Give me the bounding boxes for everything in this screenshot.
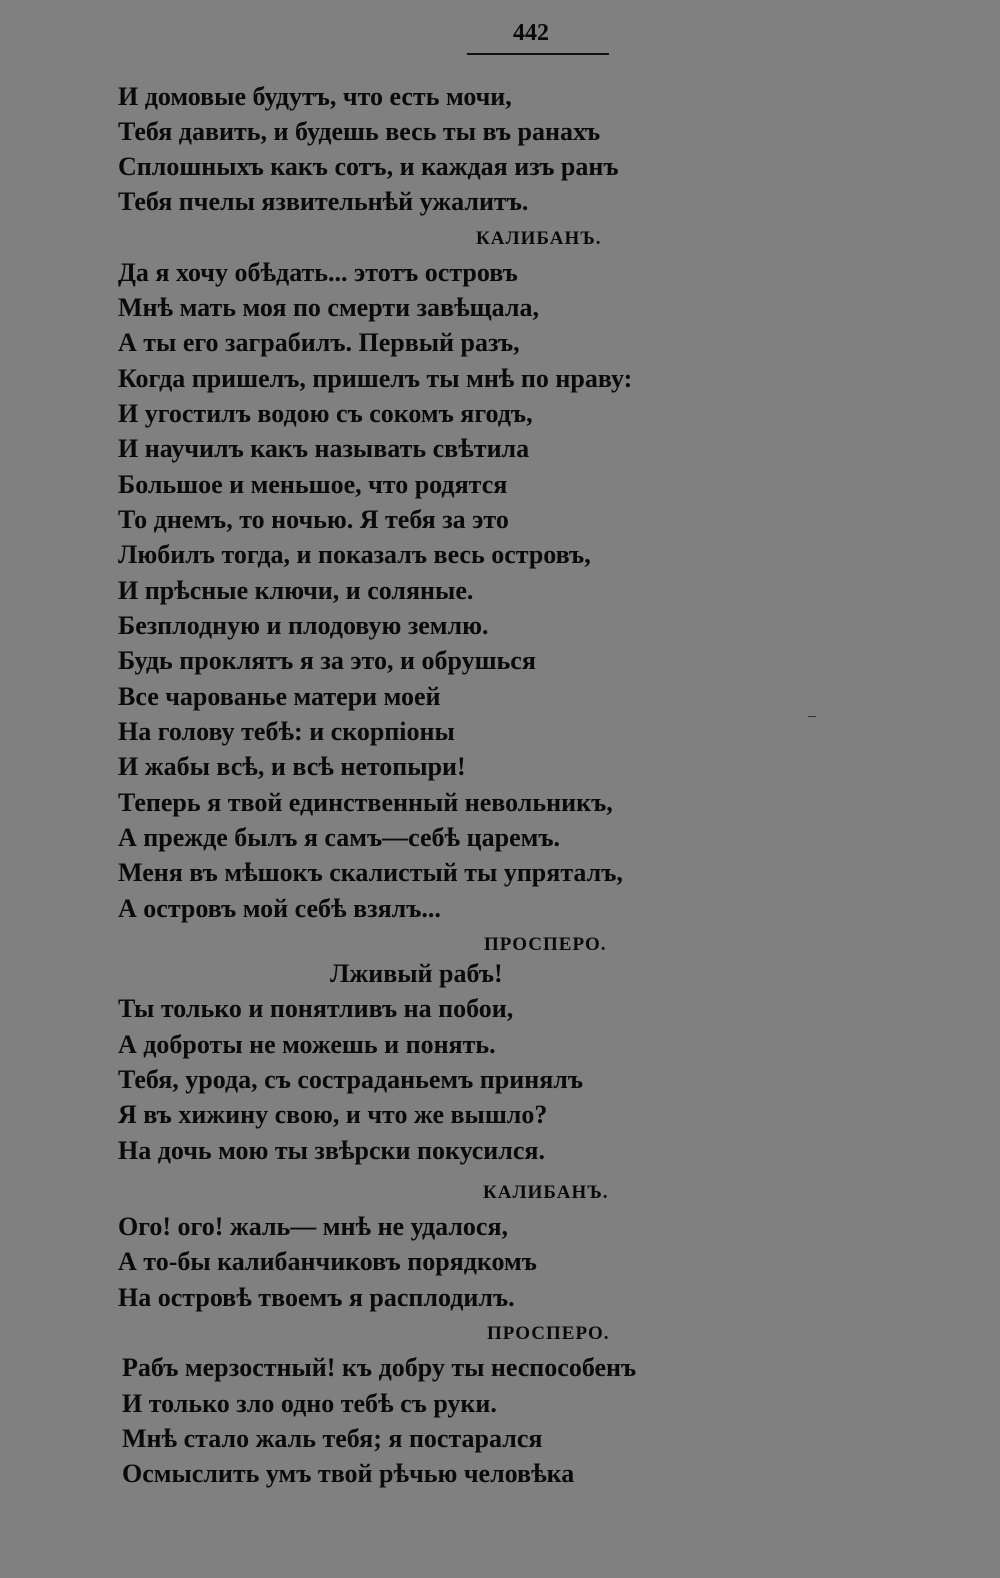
verse-line: На голову тебѣ: и скорпіоны [118, 717, 455, 746]
speaker-name: ПРОСПЕРО. [484, 934, 607, 955]
verse-line: Меня въ мѣшокъ скалистый ты упряталъ, [118, 858, 623, 887]
page-number: 442 [513, 20, 549, 46]
verse-line: Большое и меньшое, что родятся [118, 470, 508, 499]
verse-line: А прежде былъ я самъ—себѣ царемъ. [118, 823, 560, 852]
verse-line: Когда пришелъ, пришелъ ты мнѣ по нраву: [118, 364, 633, 393]
verse-line: Тебя давить, и будешь весь ты въ ранахъ [118, 117, 601, 146]
verse-line: Ого! ого! жаль— мнѣ не удалося, [118, 1212, 509, 1241]
verse-line: Я въ хижину свою, и что же вышло? [118, 1100, 548, 1129]
verse-line: Любилъ тогда, и показалъ весь островъ, [118, 540, 591, 569]
verse-line: А ты его заграбилъ. Первый разъ, [118, 328, 520, 357]
verse-line: Ты только и понятливъ на побои, [118, 994, 514, 1023]
verse-line: И угостилъ водою съ сокомъ ягодъ, [118, 399, 533, 428]
verse-line: И жабы всѣ, и всѣ нетопыри! [118, 752, 466, 781]
verse-line: Все чарованье матери моей [118, 682, 441, 711]
verse-line: Безплодную и плодовую землю. [118, 611, 489, 640]
verse-line: Рабъ мерзостный! къ добру ты неспособенъ [122, 1353, 637, 1382]
header-rule [467, 53, 609, 55]
verse-line: И прѣсные ключи, и соляные. [118, 576, 474, 605]
verse-line: И домовые будутъ, что есть мочи, [118, 82, 512, 111]
verse-line: И научилъ какъ называть свѣтила [118, 434, 530, 463]
speaker-name: КАЛИБАНЪ. [483, 1182, 609, 1203]
verse-line: А то-бы калибанчиковъ порядкомъ [118, 1247, 537, 1276]
verse-line: Будь проклятъ я за это, и обрушься [118, 646, 536, 675]
verse-line: На островѣ твоемъ я расплодилъ. [118, 1283, 515, 1312]
verse-line: Да я хочу обѣдать... этотъ островъ [118, 258, 518, 287]
verse-line: А доброты не можешь и понять. [118, 1030, 496, 1059]
verse-line: Сплошныхъ какъ сотъ, и каждая изъ ранъ [118, 152, 619, 181]
margin-mark [808, 716, 816, 717]
verse-line: А островъ мой себѣ взялъ... [118, 894, 441, 923]
verse-line: Тебя пчелы язвительнѣй ужалитъ. [118, 187, 529, 216]
verse-line: Лживый рабъ! [330, 959, 503, 988]
verse-line: Мнѣ стало жаль тебя; я постарался [122, 1424, 543, 1453]
verse-line: Осмыслить умъ твой рѣчью человѣка [122, 1459, 575, 1488]
speaker-name: ПРОСПЕРО. [487, 1323, 610, 1344]
speaker-name: КАЛИБАНЪ. [476, 228, 602, 249]
verse-line: То днемъ, то ночью. Я тебя за это [118, 505, 509, 534]
verse-line: Тебя, урода, съ состраданьемъ принялъ [118, 1065, 584, 1094]
verse-line: На дочь мою ты звѣрски покусился. [118, 1136, 545, 1165]
verse-line: Теперь я твой единственный невольникъ, [118, 788, 613, 817]
verse-line: Мнѣ мать моя по смерти завѣщала, [118, 293, 539, 322]
verse-line: И только зло одно тебѣ съ руки. [122, 1389, 497, 1418]
